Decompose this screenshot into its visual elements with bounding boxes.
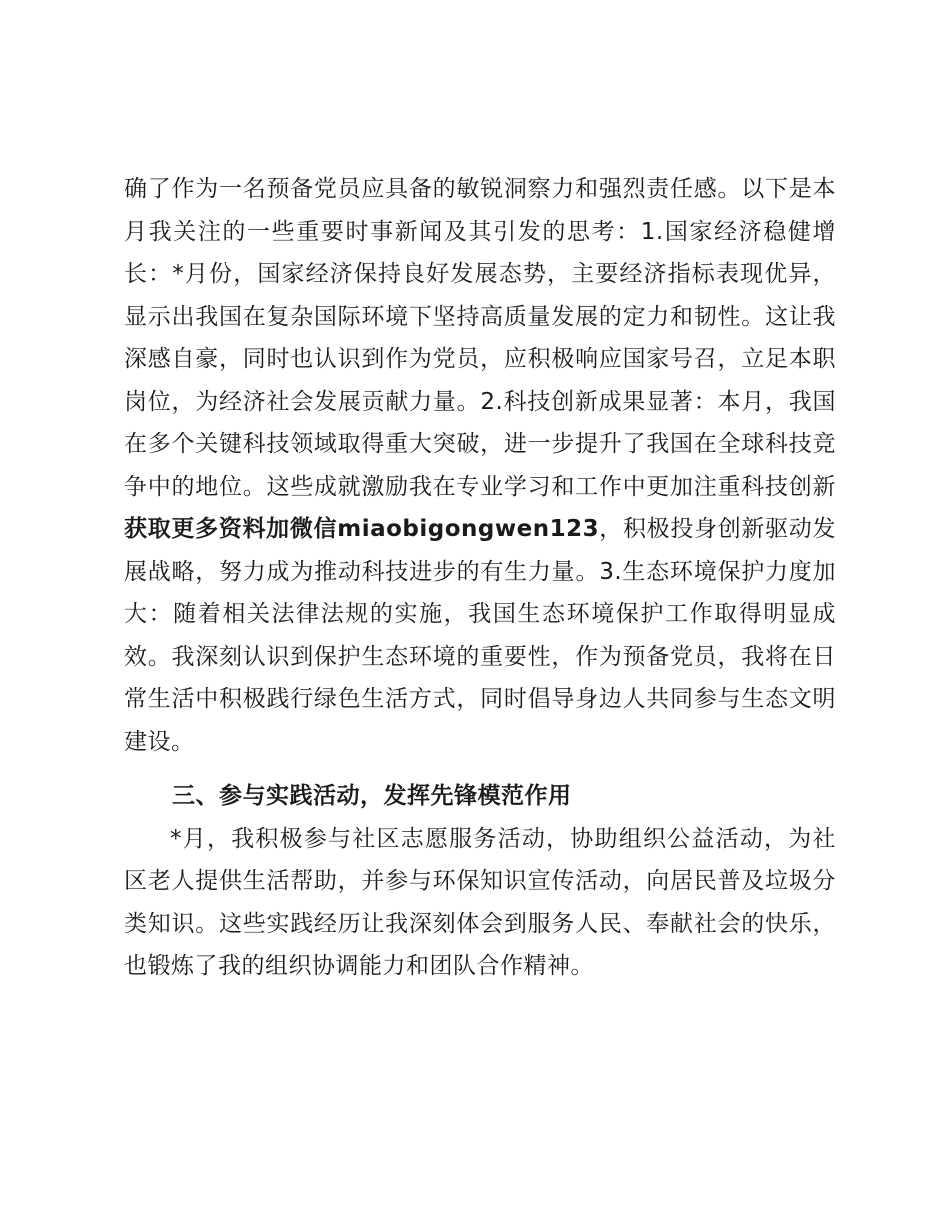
paragraph-text: 确了作为一名预备党员应具备的敏锐洞察力和强烈责任感。以下是本月我关注的一些重要时事新闻及其引发的思考：1.国家经济稳健增长：*月份，国家经济保持良好发展态势，主要经济指标表现优异，显示出我国在复杂国际环境下坚持高质量发展的定力和韧性。这让我深感自豪，同时也认识到作为党员，应积极响应国家号召，立足本职岗位，为经济社会发展贡献力量。2.科技创新成果显著：本月，我国在多个关键科技领域取得重大突破，进一步提升了我国在全球科技竞争中的地位。这些成就激励我在专业学习和工作中更加注重科技创新 xyxy=(124,176,836,500)
wechat-ad-text: 获取更多资料加微信miaobigongwen123 xyxy=(124,516,600,542)
spacer xyxy=(124,763,836,775)
body-paragraph-news xyxy=(124,168,836,763)
body-paragraph-practice: *月，我积极参与社区志愿服务活动，协助组织公益活动，为社区老人提供生活帮助，并参与环保知识宣传活动，向居民普及垃圾分类知识。这些实践经历让我深刻体会到服务人民、奉献社会的快乐，也锻炼了我的组织协调能力和团队合作精神。 xyxy=(124,825,836,979)
document-page xyxy=(124,168,836,988)
paragraph-text-continued: ，积极投身创新驱动发展战略，努力成为推动科技进步的有生力量。3.生态环境保护力度加大：随着相关法律法规的实施，我国生态环境保护工作取得明显成效。我深刻认识到保护生态环境的重要性，作为预备党员，我将在日常生活中积极践行绿色生活方式，同时倡导身边人共同参与生态文明建设。 xyxy=(124,516,836,755)
section-heading: 三、参与实践活动，发挥先锋模范作用 xyxy=(172,783,572,809)
